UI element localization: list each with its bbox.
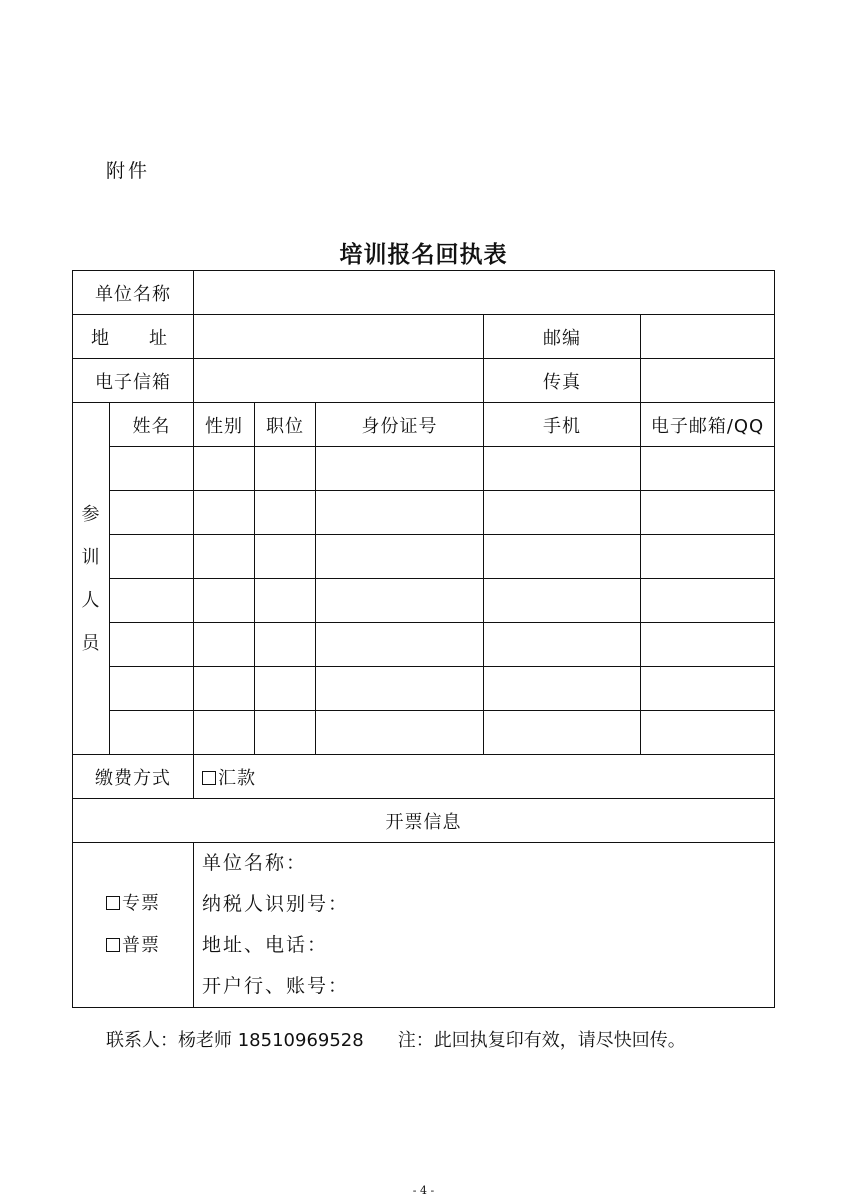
cell-name[interactable] bbox=[110, 623, 194, 667]
fax-field[interactable] bbox=[641, 359, 775, 403]
cell-email-qq[interactable] bbox=[641, 667, 775, 711]
cell-gender[interactable] bbox=[194, 711, 255, 755]
address-row bbox=[73, 315, 775, 359]
cell-gender[interactable] bbox=[194, 667, 255, 711]
invoice-bank-account[interactable]: 开户行、账号： bbox=[202, 975, 350, 997]
cell-name[interactable] bbox=[110, 447, 194, 491]
cell-id-number[interactable] bbox=[316, 667, 484, 711]
cell-gender[interactable] bbox=[194, 491, 255, 535]
table-row bbox=[73, 447, 775, 491]
email-row bbox=[73, 359, 775, 403]
cell-id-number[interactable] bbox=[316, 711, 484, 755]
table-row bbox=[73, 579, 775, 623]
cell-email-qq[interactable] bbox=[641, 579, 775, 623]
cell-name[interactable] bbox=[110, 491, 194, 535]
cell-gender[interactable] bbox=[194, 579, 255, 623]
cell-name[interactable] bbox=[110, 667, 194, 711]
cell-name[interactable] bbox=[110, 535, 194, 579]
unit-row bbox=[73, 271, 775, 315]
form-title: 培训报名回执表 bbox=[339, 241, 508, 268]
invoice-tax-id[interactable]: 纳税人识别号： bbox=[202, 893, 350, 915]
cell-id-number[interactable] bbox=[316, 623, 484, 667]
invoice-type-options bbox=[73, 843, 194, 1008]
payment-method-label: 缴费方式 bbox=[73, 755, 194, 799]
trainees-char: 参 bbox=[81, 503, 101, 525]
table-row bbox=[73, 711, 775, 755]
cell-mobile[interactable] bbox=[484, 711, 641, 755]
trainees-char: 员 bbox=[81, 632, 101, 654]
postcode-label: 邮编 bbox=[484, 315, 641, 359]
cell-position[interactable] bbox=[255, 447, 316, 491]
table-row bbox=[73, 623, 775, 667]
postcode-field[interactable] bbox=[641, 315, 775, 359]
invoice-unit-name[interactable]: 单位名称： bbox=[202, 852, 308, 874]
table-row bbox=[73, 491, 775, 535]
invoice-type-special bbox=[73, 883, 193, 925]
payment-option bbox=[194, 755, 775, 799]
trainees-label bbox=[73, 403, 110, 755]
footer-contact bbox=[106, 1026, 686, 1052]
cell-mobile[interactable] bbox=[484, 491, 641, 535]
column-header-email-qq: 电子邮箱/QQ bbox=[641, 403, 775, 447]
cell-mobile[interactable] bbox=[484, 623, 641, 667]
email-label: 电子信箱 bbox=[73, 359, 194, 403]
special-invoice-label: 专票 bbox=[122, 893, 160, 914]
cell-position[interactable] bbox=[255, 579, 316, 623]
page-number: - 4 - bbox=[412, 1184, 435, 1197]
cell-email-qq[interactable] bbox=[641, 491, 775, 535]
column-header-name: 姓名 bbox=[110, 403, 194, 447]
table-row bbox=[73, 667, 775, 711]
invoice-type-general bbox=[73, 925, 193, 967]
invoice-address-phone[interactable]: 地址、电话： bbox=[202, 934, 329, 956]
cell-email-qq[interactable] bbox=[641, 623, 775, 667]
cell-id-number[interactable] bbox=[316, 579, 484, 623]
remittance-label: 汇款 bbox=[218, 767, 256, 789]
cell-mobile[interactable] bbox=[484, 535, 641, 579]
cell-position[interactable] bbox=[255, 535, 316, 579]
cell-position[interactable] bbox=[255, 623, 316, 667]
cell-name[interactable] bbox=[110, 579, 194, 623]
cell-name[interactable] bbox=[110, 711, 194, 755]
contact-phone: 18510969528 bbox=[237, 1030, 364, 1051]
cell-gender[interactable] bbox=[194, 447, 255, 491]
cell-gender[interactable] bbox=[194, 623, 255, 667]
address-label: 地址 bbox=[73, 315, 194, 359]
cell-mobile[interactable] bbox=[484, 667, 641, 711]
column-header-id-number: 身份证号 bbox=[316, 403, 484, 447]
email-field[interactable] bbox=[194, 359, 484, 403]
footer-note: 注：此回执复印有效，请尽快回传。 bbox=[397, 1030, 686, 1051]
registration-form bbox=[72, 270, 774, 1013]
cell-position[interactable] bbox=[255, 491, 316, 535]
cell-id-number[interactable] bbox=[316, 491, 484, 535]
cell-email-qq[interactable] bbox=[641, 711, 775, 755]
invoice-header-row bbox=[73, 799, 775, 843]
cell-mobile[interactable] bbox=[484, 579, 641, 623]
cell-gender[interactable] bbox=[194, 535, 255, 579]
cell-position[interactable] bbox=[255, 667, 316, 711]
attachment-label: 附件 bbox=[106, 160, 151, 182]
fax-label: 传真 bbox=[484, 359, 641, 403]
column-header-gender: 性别 bbox=[194, 403, 255, 447]
special-invoice-checkbox[interactable] bbox=[106, 896, 120, 910]
contact-label: 联系人：杨老师 bbox=[106, 1030, 238, 1051]
column-header-position: 职位 bbox=[255, 403, 316, 447]
cell-mobile[interactable] bbox=[484, 447, 641, 491]
cell-email-qq[interactable] bbox=[641, 535, 775, 579]
trainee-header-row bbox=[73, 403, 775, 447]
invoice-fields bbox=[194, 843, 775, 1008]
trainees-char: 训 bbox=[81, 546, 101, 568]
unit-name-field[interactable] bbox=[194, 271, 775, 315]
table-row bbox=[73, 535, 775, 579]
address-field[interactable] bbox=[194, 315, 484, 359]
cell-email-qq[interactable] bbox=[641, 447, 775, 491]
column-header-mobile: 手机 bbox=[484, 403, 641, 447]
trainees-char: 人 bbox=[81, 589, 101, 611]
cell-position[interactable] bbox=[255, 711, 316, 755]
general-invoice-checkbox[interactable] bbox=[106, 938, 120, 952]
cell-id-number[interactable] bbox=[316, 535, 484, 579]
remittance-checkbox[interactable] bbox=[202, 771, 216, 785]
cell-id-number[interactable] bbox=[316, 447, 484, 491]
general-invoice-label: 普票 bbox=[122, 935, 160, 956]
invoice-info-heading: 开票信息 bbox=[73, 799, 775, 843]
invoice-row bbox=[73, 843, 775, 1008]
payment-row bbox=[73, 755, 775, 799]
unit-name-label: 单位名称 bbox=[73, 271, 194, 315]
